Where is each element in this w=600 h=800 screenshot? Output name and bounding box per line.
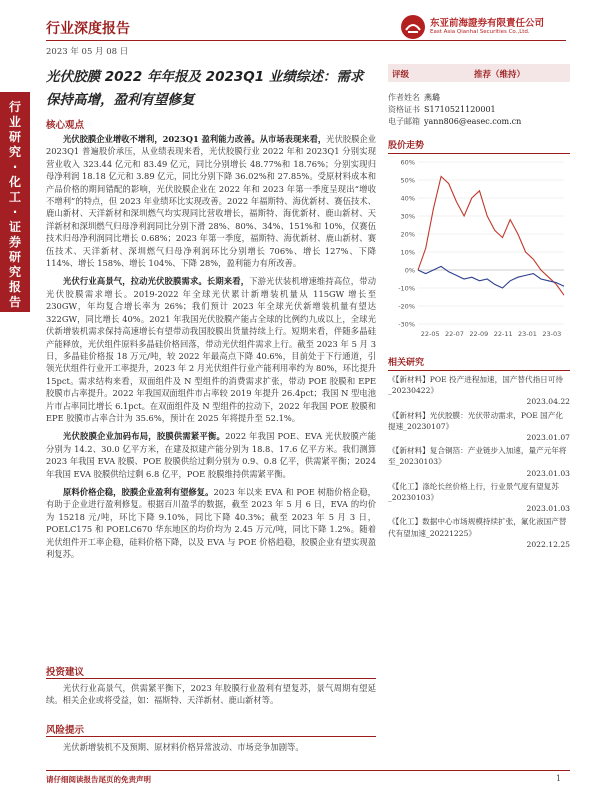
rating-bar (388, 64, 570, 82)
invest-divider (46, 678, 376, 679)
section-core-viewpoint: 核心观点 (46, 120, 85, 131)
section-investment-advice: 投资建议 (46, 667, 85, 678)
analyst-row (388, 92, 570, 104)
analyst-value: S1710521120001 (424, 105, 496, 114)
rating-label: 评级 (392, 70, 410, 80)
related-item-date: 2023.01.03 (526, 468, 570, 478)
report-date: 2023 年 05 月 08 日 (46, 47, 129, 57)
y-tick-label: 30% (400, 212, 415, 221)
related-research-list (388, 374, 570, 552)
related-item-date: 2023.04.22 (526, 397, 570, 407)
analyst-key: 作者姓名 (388, 93, 420, 102)
company-logo (400, 12, 570, 42)
side-band-text: 行业研究·化工·证券研究报告 (8, 100, 21, 309)
logo-chinese: 东亚前海證券有限責任公司 (430, 18, 545, 29)
core-body (46, 133, 376, 566)
footer-disclaimer: 请仔细阅读报告尾页的免责声明 (46, 775, 151, 784)
related-item-text: 《【新材料】复合铜箔：产业链步入加速，量产元年将至_20230103》 (388, 446, 567, 467)
invest-body (46, 682, 376, 713)
report-category: 行业深度报告 (46, 21, 130, 37)
report-title: 光伏胶膜 2022 年年报及 2023Q1 业绩综述：需求保持高增，盈利有望修复 (46, 69, 364, 108)
related-item[interactable] (388, 481, 570, 515)
analyst-row (388, 104, 570, 116)
risk-divider (46, 736, 376, 737)
y-tick-label: -20% (398, 302, 415, 311)
x-tick-label: 22-11 (493, 330, 513, 338)
footer-divider (46, 770, 570, 771)
y-tick-label: 20% (400, 230, 415, 239)
paragraph-2 (46, 275, 376, 424)
analyst-value: yann806@easec.com.cn (424, 117, 522, 126)
stock-trend-chart (388, 156, 570, 346)
related-item[interactable] (388, 374, 570, 408)
analyst-key: 资格证书 (388, 105, 420, 114)
stock-trend-title: 股价走势 (388, 141, 425, 151)
y-tick-label: 40% (400, 194, 415, 203)
section-risk: 风险提示 (46, 725, 85, 736)
page-number: 1 (556, 774, 562, 783)
y-tick-label: 60% (400, 158, 415, 167)
x-tick-label: 22-05 (420, 330, 440, 338)
analyst-row (388, 116, 570, 128)
paragraph-4-lead: 原料价格企稳，胶膜企业盈利有望修复。 (63, 486, 214, 497)
paragraph-2-text: 下游光伏装机增速维持高位，带动光伏胶膜需求增长。2019-2022 年全球光伏累计新增装机量从 115GW 增长至 230GW，年均复合增长率为 26%；我们预计 2023 年全球光伏新增装机量有望达 322GW，同比增长 40%。2021 年我国光伏胶膜产能占全球的比例约九成以上，全球光伏新增装机需求保持高速增长有望带动我国胶膜出货量持续上行。短期来看，伴随多晶硅产能释放，光伏组件原料多晶硅价格回落，带动光伏组件需求上行。截至 2023 年 5 月 3 日，多晶硅价格报 18 万元/吨，较 2022 年最高点下降 40.6%，目前处于下行通道，引领光伏组件行业开工率提升，2023 年 2 月光伏组件行业产能利用率约为 80%，环比提升 15pct。需求结构来看，双面组件及 N 型组件的消费需求扩张，带动 POE 胶膜和 EPE 胶膜市占率提升。2022 年我国双面组件市占率较 2019 年提升 26.4pct；我国 N 型电池片市占率同比增长 6.1pct。在双面组件及 N 型组件的拉动下，2022 年我国 POE 胶膜和 EPE 胶膜市占率合计为 35.6%，预计在 2025 年将提升至 52.1%。 (46, 276, 376, 423)
logo-mark-icon (400, 14, 426, 40)
analyst-value: 燕璐 (424, 93, 440, 102)
related-item-date: 2022.12.25 (526, 539, 570, 549)
related-item-date: 2023.01.07 (526, 433, 570, 443)
paragraph-1-text: 光伏胶膜企业 2023Q1 普遍股价承压，从业绩表现来看，光伏胶膜行业 2022 年和 2023Q1 分别实现营业收入 323.44 亿元和 83.49 亿元，同比分别增长 48.77%和 18.76%；分别实现归母净利润 18.18 亿元和 3.89 亿元，同比分别下降 36.02%和 27.85%。受原材料成本和产品价格的期间错配的影响，光伏胶膜企业在 2022 年和 2023 年第一季度呈现出“增收不增利”的特点，但 2023 年业绩环比实现改善。2022 年福斯特、海优新材、赛伍技术、鹿山新材、天洋新材和深圳燃气均实现同比营收增长，福斯特、海优新材、鹿山新材、天洋新材和深圳燃气归母净利润同比分别下滑 28%、80%、34%、151%和 10%，仅赛伍技术归母净利润同比增长 0.68%；2023 年第一季度，福斯特、海优新材、鹿山新材、赛伍技术、天洋新材、深圳燃气归母净利润环比分别增长 706%、增长 127%、下降 114%、增长 158%、增长 104%、下降 28%，盈利能力有所改善。 (46, 134, 376, 269)
paragraph-1-lead: 光伏胶膜企业增收不增利，2023Q1 盈利能力改善。从市场表现来看， (63, 134, 327, 144)
invest-text: 光伏行业高景气，供需紧平衡下，2023 年胶膜行业盈利有望复苏，景气周期有望延续。相关企业或将受益，如：福斯特、天洋新材、鹿山新材等。 (46, 683, 376, 706)
x-tick-label: 22-09 (469, 330, 489, 338)
paragraph-2-lead: 光伏行业高景气，拉动光伏胶膜需求。长期来看， (63, 276, 250, 287)
logo-english: East Asia Qianhai Securities Co.,Ltd. (430, 29, 530, 35)
x-tick-label: 22-07 (445, 330, 464, 338)
y-tick-label: 10% (400, 248, 415, 257)
related-item-text: 《【新材料】光伏胶膜：光伏带动需求，POE 国产化提速_20230107》 (388, 410, 563, 431)
related-item[interactable] (388, 516, 570, 550)
side-category-band (0, 92, 30, 312)
paragraph-3-lead: 光伏胶膜企业加码布局，胶膜供需紧平衡。 (63, 431, 226, 442)
analyst-key: 电子邮箱 (388, 117, 420, 126)
related-item[interactable] (388, 410, 570, 444)
y-tick-label: 50% (400, 176, 415, 185)
paragraph-3-text: 2022 年我国 POE、EVA 光伏胶膜产能分别为 14.2、30.0 亿平方米，在建及拟建产能分别为 18.8、17.6 亿平方米。我们测算 2023 年我国 EVA 胶膜、POE 胶膜供给过剩分别为 0.9、0.8 亿平，供需紧平衡；2024 年我国 EVA 胶膜供给过剩 6.8 亿平，POE 胶膜维持供需紧平衡。 (46, 431, 376, 479)
related-item-text: 《【化工】涤纶长丝价格上行，行业景气度有望复苏_20230103》 (388, 481, 559, 503)
related-item-text: 《【新材料】POE 投产进程加速，国产替代指日可待_20230422》 (388, 375, 563, 396)
analyst-info (388, 92, 570, 128)
series-line-2 (418, 266, 564, 288)
y-tick-label: -30% (398, 320, 415, 329)
risk-body (46, 741, 376, 759)
x-tick-label: 23-03 (542, 330, 562, 338)
rating-value: 推荐（维持） (474, 70, 526, 80)
stock-trend-divider (388, 153, 570, 154)
related-research-title: 相关研究 (388, 358, 425, 368)
y-tick-label: 0% (404, 266, 415, 275)
paragraph-4 (46, 486, 376, 560)
paragraph-1 (46, 133, 376, 269)
related-item-text: 《【化工】数据中心市场规模持续扩张，氟化液国产替代有望加速_20221225》 (388, 517, 567, 538)
related-item[interactable] (388, 445, 570, 479)
paragraph-4-text: 2023 年以来 EVA 和 POE 树脂价格企稳，有助于企业进行盈利修复。根据百川盈孚的数据，截至 2023 年 5 月 6 日，EVA 的均价为 15218 元/吨，环比下降 9.10%，同比下降 40.3%；截至 2023 年 5 月 3 日，POELC175 和 POELC670 华东地区的均价均为 2.45 万元/吨，同比下降 1.2%。随着光伏组件开工率企稳，硅料价格下降，以及 EVA 与 POE 价格趋稳，胶膜企业有望实现盈利复苏。 (46, 486, 376, 559)
y-tick-label: -10% (398, 284, 415, 293)
paragraph-3 (46, 430, 376, 480)
related-divider (388, 370, 570, 371)
series-line-1 (418, 176, 564, 295)
risk-text: 光伏新增装机不及预期、原材料价格异常波动、市场竞争加剧等。 (63, 742, 304, 752)
x-tick-label: 23-01 (518, 330, 537, 338)
related-item-date: 2023.01.03 (526, 504, 570, 514)
